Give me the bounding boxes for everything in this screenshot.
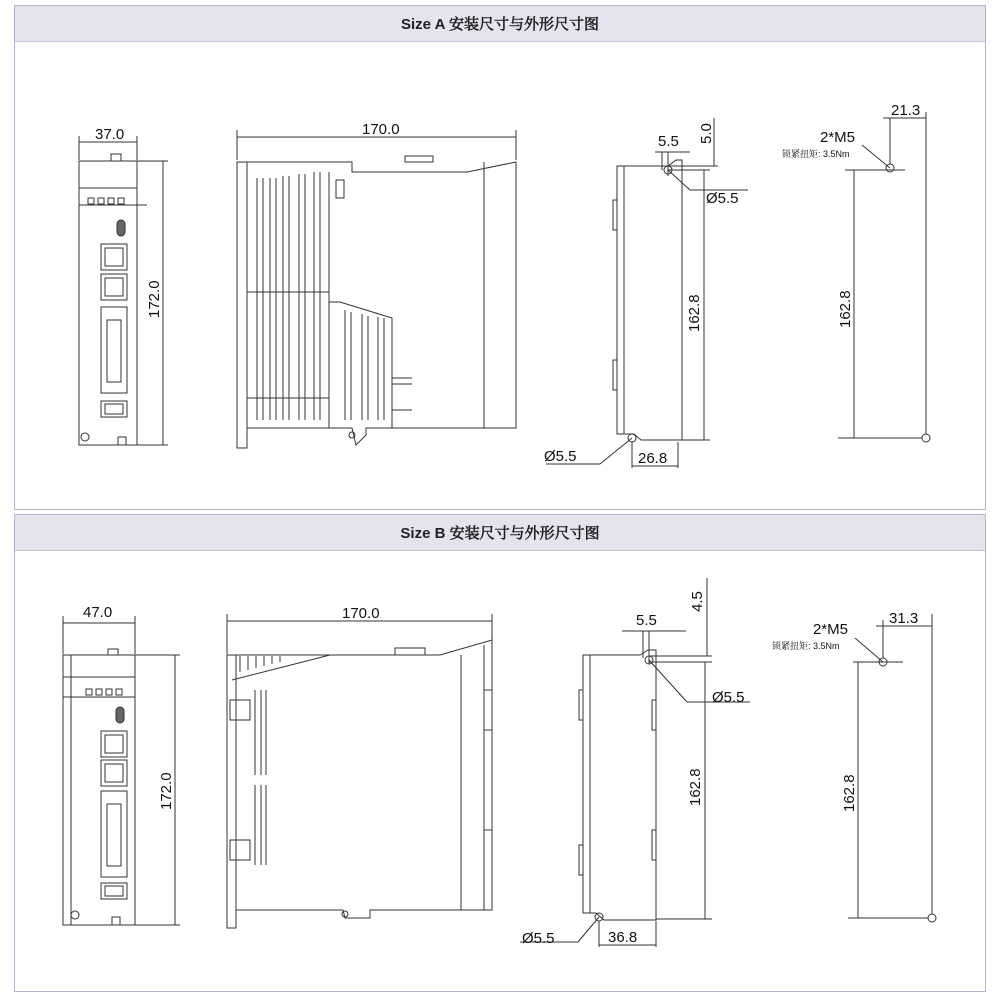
size-a-front-view bbox=[79, 154, 147, 445]
size-a-cutout-offset-label: 21.3 bbox=[891, 102, 921, 119]
size-b-hole-dia-bottom-label: Ø5.5 bbox=[522, 930, 555, 947]
size-a-cutout-pitch-label: 162.8 bbox=[837, 290, 854, 328]
size-a-side-view bbox=[237, 156, 516, 448]
size-a-depth-label: 170.0 bbox=[362, 121, 400, 138]
size-b-bottom-offset-label: 36.8 bbox=[608, 929, 638, 946]
size-a-bottom-offset-label: 26.8 bbox=[638, 450, 668, 467]
size-a-height-label: 172.0 bbox=[146, 280, 163, 318]
size-a-mount-dimensions bbox=[546, 118, 748, 468]
size-a-hole-offset-y-label: 5.0 bbox=[698, 123, 715, 144]
size-b-cutout-pitch-label: 162.8 bbox=[841, 774, 858, 812]
size-b-cutout-view bbox=[848, 614, 936, 922]
size-a-cutout-view bbox=[838, 112, 930, 442]
size-b-hole-dia-top-label: Ø5.5 bbox=[712, 689, 745, 706]
size-b-screw-label: 2*M5 bbox=[813, 621, 849, 638]
size-a-title: Size A 安装尺寸与外形尺寸图 bbox=[15, 6, 985, 42]
size-b-depth-label: 170.0 bbox=[342, 605, 380, 622]
size-b-front-dimensions bbox=[63, 616, 180, 925]
size-b-front-width-label: 47.0 bbox=[83, 604, 113, 621]
size-b-side-view bbox=[227, 640, 492, 928]
size-b-hole-offset-y-label: 4.5 bbox=[689, 591, 706, 612]
size-b-hole-offset-x-label: 5.5 bbox=[636, 612, 657, 629]
size-a-hole-offset-x-label: 5.5 bbox=[658, 133, 679, 150]
size-a-mount-view bbox=[613, 160, 682, 442]
size-b-height-label: 172.0 bbox=[158, 772, 175, 810]
size-a-front-width-label: 37.0 bbox=[95, 126, 125, 143]
size-b-torque-label: 锁紧扭矩: 3.5Nm bbox=[772, 641, 840, 651]
size-b-cutout-offset-label: 31.3 bbox=[889, 610, 919, 627]
size-b-mount-view bbox=[579, 650, 656, 921]
size-b-mount-dimensions bbox=[520, 578, 750, 947]
size-b-front-view bbox=[63, 649, 135, 925]
size-a-hole-pitch-label: 162.8 bbox=[686, 294, 703, 332]
size-b-title: Size B 安装尺寸与外形尺寸图 bbox=[15, 515, 985, 551]
size-b-hole-pitch-label: 162.8 bbox=[687, 768, 704, 806]
size-a-torque-label: 锁紧扭矩: 3.5Nm bbox=[782, 149, 850, 159]
size-a-screw-label: 2*M5 bbox=[820, 129, 856, 146]
size-a-hole-dia-bottom-label: Ø5.5 bbox=[544, 448, 577, 465]
size-a-hole-dia-top-label: Ø5.5 bbox=[706, 190, 739, 207]
